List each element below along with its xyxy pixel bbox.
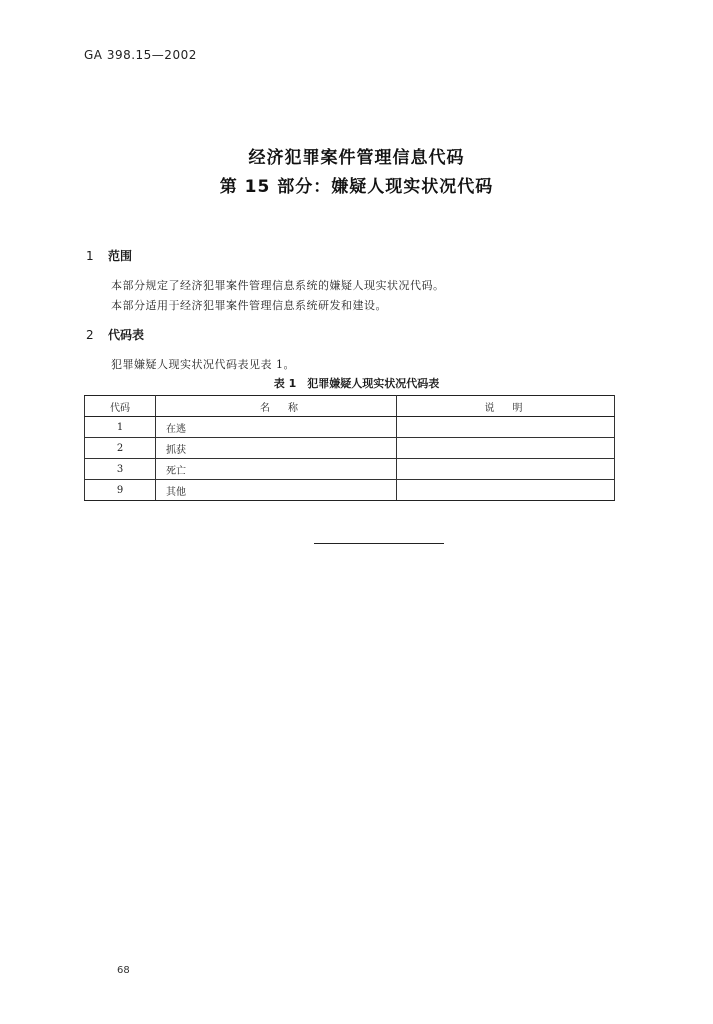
section-title: 代码表 bbox=[108, 328, 145, 342]
end-of-document-rule bbox=[314, 543, 444, 544]
section-number: 2 bbox=[86, 328, 94, 342]
header-name: 名 称 bbox=[156, 396, 397, 417]
document-subtitle: 第 15 部分：嫌疑人现实状况代码 bbox=[219, 177, 494, 197]
page-number: 68 bbox=[117, 965, 130, 976]
cell-name: 死亡 bbox=[156, 459, 397, 480]
paragraph: 犯罪嫌疑人现实状况代码表见表 1。 bbox=[111, 358, 295, 371]
cell-name: 其他 bbox=[156, 480, 397, 501]
table-header-row bbox=[85, 396, 615, 417]
cell-desc bbox=[397, 480, 615, 501]
cell-desc bbox=[397, 459, 615, 480]
table-row bbox=[85, 480, 615, 501]
section-2-heading bbox=[86, 326, 144, 343]
table-row bbox=[85, 459, 615, 480]
section-title: 范围 bbox=[108, 249, 133, 263]
document-title: 经济犯罪案件管理信息代码 bbox=[248, 148, 465, 168]
cell-code: 3 bbox=[85, 459, 156, 480]
table-caption: 表 1 犯罪嫌疑人现实状况代码表 bbox=[273, 377, 440, 390]
cell-code: 1 bbox=[85, 417, 156, 438]
paragraph: 本部分适用于经济犯罪案件管理信息系统研发和建设。 bbox=[111, 299, 387, 312]
code-table bbox=[84, 395, 615, 501]
table-row bbox=[85, 438, 615, 459]
section-number: 1 bbox=[86, 249, 94, 263]
header-desc: 说 明 bbox=[397, 396, 615, 417]
standard-code: GA 398.15—2002 bbox=[84, 48, 197, 62]
cell-code: 2 bbox=[85, 438, 156, 459]
table-row bbox=[85, 417, 615, 438]
cell-desc bbox=[397, 438, 615, 459]
cell-desc bbox=[397, 417, 615, 438]
cell-code: 9 bbox=[85, 480, 156, 501]
header-code: 代码 bbox=[85, 396, 156, 417]
paragraph: 本部分规定了经济犯罪案件管理信息系统的嫌疑人现实状况代码。 bbox=[111, 279, 445, 292]
cell-name: 在逃 bbox=[156, 417, 397, 438]
cell-name: 抓获 bbox=[156, 438, 397, 459]
section-1-heading bbox=[86, 247, 132, 264]
